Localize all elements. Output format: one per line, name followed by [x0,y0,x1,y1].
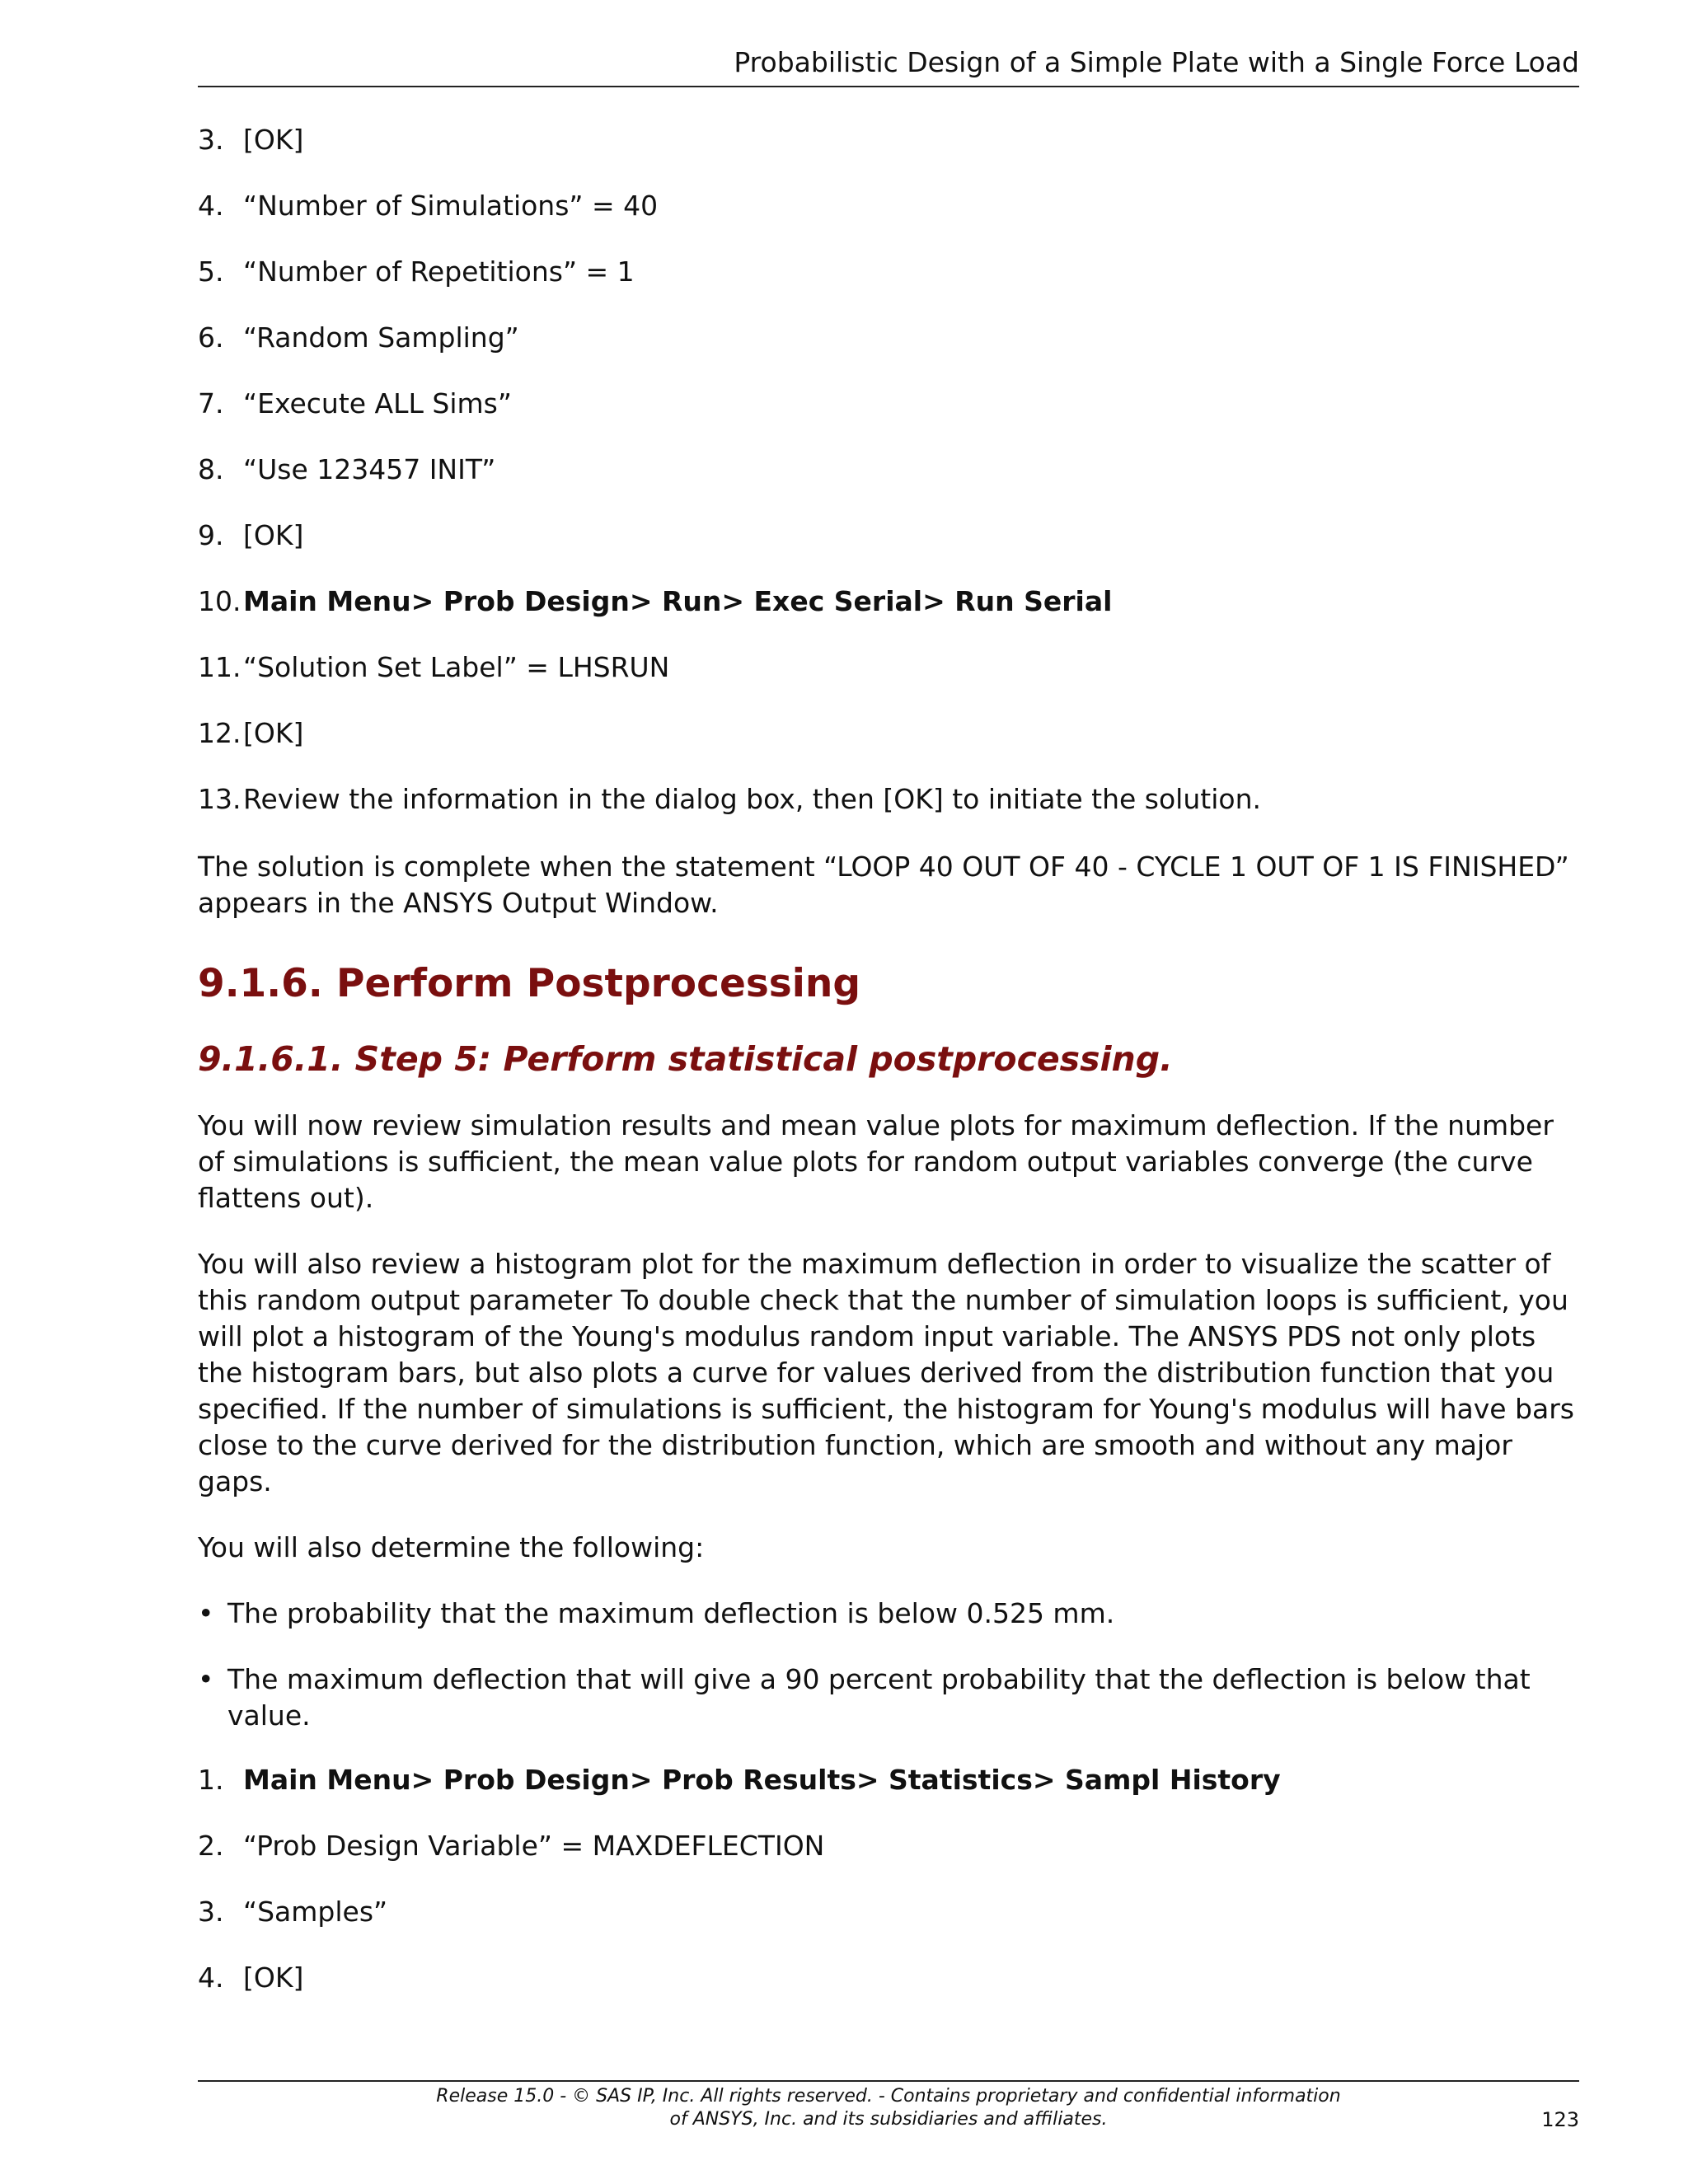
step-number: 2. [198,1830,224,1862]
section-heading: 9.1.6. Perform Postprocessing [198,961,860,1006]
body-paragraph: You will also review a histogram plot for the maximum deflection in order to visualize the scatter of this random output parameter To double check that the number of simulation loops is sufficient, you will plot a histogram of the Young's modulus random input variable. The ANSYS PDS not only plots the histogram bars, but also plots a curve for values derived from the distribution function that you specified. If the number of simulations is sufficient, the histogram for Young's modulus will have bars close to the curve derived for the distribution function, which are smooth and without any major gaps. [198,1248,1574,1497]
step-text: [OK] [243,1961,304,1994]
step-item [198,1764,1579,1797]
step-number: 9. [198,519,224,551]
document-page [198,0,1579,2184]
page-content [198,124,1579,2027]
step-item [198,651,1579,684]
footer-line-1: Release 15.0 - © SAS IP, Inc. All rights reserved. - Contains proprietary and confidential information [436,2086,1341,2107]
step-number: 10. [198,585,241,617]
footer-rule [198,2080,1579,2082]
step-number: 12. [198,717,241,749]
step-number: 3. [198,124,224,156]
step-text: [OK] [243,519,304,551]
step-item [198,1896,1579,1929]
step-text: [OK] [243,124,304,156]
step-text: “Samples” [243,1896,388,1928]
bullet-text: The probability that the maximum deflection is below 0.525 mm. [227,1597,1115,1629]
menu-path-text: Main Menu> Prob Design> Run> Exec Serial> Run Serial [243,585,1113,617]
bullet-marker: • [198,1663,214,1695]
bullet-item [198,1596,1579,1632]
step-number: 8. [198,453,224,485]
completion-note: The solution is complete when the statement “LOOP 40 OUT OF 40 - CYCLE 1 OUT OF 1 IS FINISHED” appears in the ANSYS Output Window. [198,851,1569,919]
step-item [198,717,1579,750]
step-item [198,321,1579,354]
bullet-text: The maximum deflection that will give a 90 percent probability that the deflection is below that value. [227,1663,1531,1732]
step-item [198,190,1579,223]
step-number: 11. [198,651,241,683]
step-text: “Number of Repetitions” = 1 [243,255,635,288]
step-text: Review the information in the dialog box, then [OK] to initiate the solution. [243,783,1261,815]
step-number: 7. [198,387,224,419]
step-text: “Use 123457 INIT” [243,453,496,485]
step-text: [OK] [243,717,304,749]
step-item [198,585,1579,618]
bullet-marker: • [198,1597,214,1629]
bullet-item [198,1661,1579,1734]
step-item [198,387,1579,420]
step-item [198,255,1579,288]
step-text: “Prob Design Variable” = MAXDEFLECTION [243,1830,825,1862]
step-number: 4. [198,190,224,222]
body-paragraph: You will now review simulation results and mean value plots for maximum deflection. If the number of simulations is sufficient, the mean value plots for random output variables converge (the curve flattens out). [198,1109,1554,1214]
menu-path-text: Main Menu> Prob Design> Prob Results> Statistics> Sampl History [243,1764,1281,1796]
step-item [198,453,1579,486]
step-item [198,1961,1579,1994]
step-number: 4. [198,1961,224,1994]
header-rule [198,86,1579,87]
page-number: 123 [1541,2108,1579,2131]
step-number: 3. [198,1896,224,1928]
step-item [198,124,1579,157]
step-item [198,783,1579,816]
step-item [198,519,1579,552]
step-text: “Solution Set Label” = LHSRUN [243,651,670,683]
step-text: “Random Sampling” [243,321,519,354]
step-number: 1. [198,1764,224,1796]
step-text: “Number of Simulations” = 40 [243,190,659,222]
body-paragraph: You will also determine the following: [198,1531,705,1563]
footer-line-2: of ANSYS, Inc. and its subsidiaries and affiliates. [669,2109,1108,2130]
subsection-heading: 9.1.6.1. Step 5: Perform statistical postprocessing. [198,1039,1173,1079]
step-item [198,1830,1579,1863]
step-number: 6. [198,321,224,354]
step-text: “Execute ALL Sims” [243,387,512,419]
step-number: 5. [198,255,224,288]
step-number: 13. [198,783,241,815]
running-header: Probabilistic Design of a Simple Plate with a Single Force Load [734,46,1579,78]
footer-copyright [198,2085,1579,2131]
